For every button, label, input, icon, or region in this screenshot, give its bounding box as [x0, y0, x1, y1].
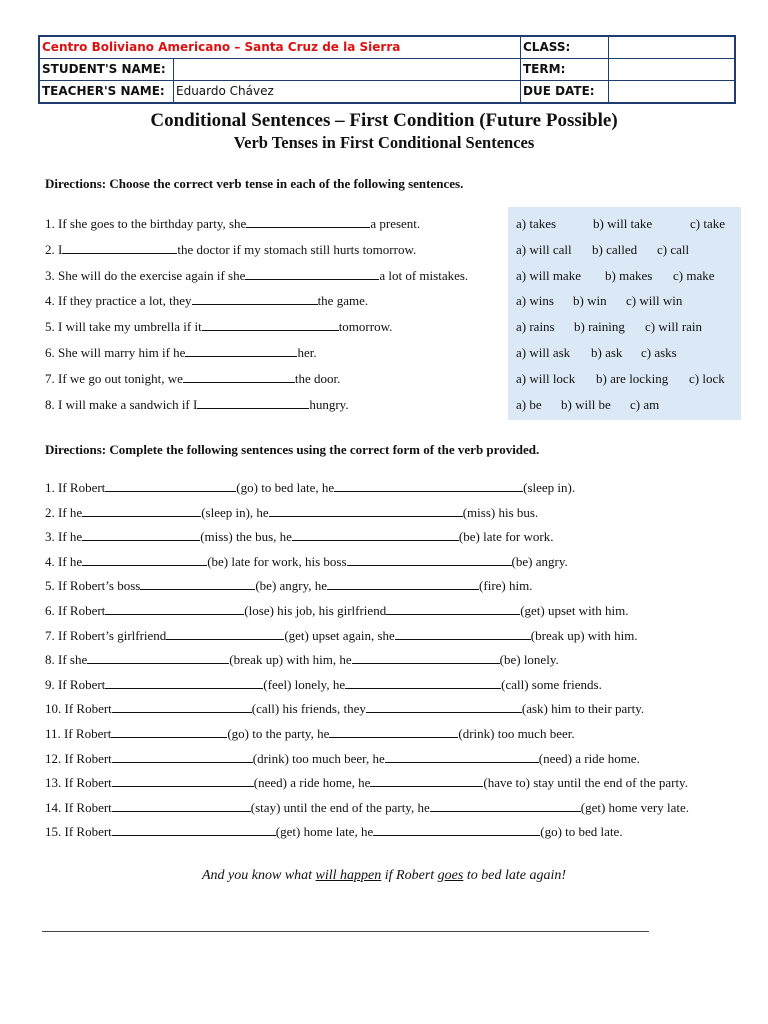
answer-blank[interactable] [112, 700, 252, 713]
sentence-start: 7. If we go out tonight, we [45, 370, 183, 386]
answer-blank[interactable] [87, 651, 229, 664]
part2-sentence [45, 676, 602, 694]
sentence-end: (call) some friends. [501, 676, 602, 692]
sentence-end: tomorrow. [338, 319, 393, 335]
answer-blank[interactable] [112, 799, 251, 812]
part2-directions: Directions: Complete the following sentences using the correct form of the verb provided. [45, 442, 540, 457]
sentence-end: the game. [317, 293, 369, 309]
part2-sentence [45, 553, 568, 571]
answer-option[interactable]: a) will lock [516, 370, 576, 386]
sentence-start: 1. If she goes to the birthday party, she [45, 216, 247, 231]
answer-blank[interactable] [395, 627, 531, 640]
answer-blank[interactable] [430, 799, 581, 812]
sentence-end: (get) upset with him. [520, 603, 629, 618]
sentence-end: a lot of mistakes. [379, 267, 469, 283]
sentence-end: (be) lonely. [499, 652, 559, 668]
term-field[interactable] [609, 59, 734, 80]
answer-blank[interactable] [269, 504, 463, 517]
sentence-start: 3. If he [45, 529, 83, 545]
sentence-start: 1. If Robert [45, 480, 106, 495]
sentence-start: 8. I will make a sandwich if I [45, 396, 198, 412]
answer-option[interactable]: c) will rain [645, 319, 703, 335]
student-name-field[interactable] [174, 59, 521, 80]
part2-sentence [45, 479, 575, 497]
bottom-rule [42, 931, 649, 932]
answer-blank[interactable] [292, 528, 459, 541]
part1-sentence [45, 292, 368, 310]
sentence-end: (be) late for work. [458, 529, 554, 545]
answer-option[interactable]: c) take [690, 216, 726, 231]
answer-blank[interactable] [140, 577, 255, 590]
answer-blank[interactable] [373, 823, 540, 836]
part2-sentence [45, 799, 689, 817]
sentence-end: (fire) him. [479, 578, 533, 594]
sentence-middle: (stay) until the end of the party, he [250, 799, 430, 815]
header-table [38, 35, 736, 104]
due-date-label: DUE DATE: [521, 81, 609, 102]
answer-option[interactable]: c) lock [689, 370, 725, 386]
answer-blank[interactable] [329, 725, 458, 738]
sentence-middle: (call) his friends, they [251, 701, 366, 717]
sentence-start: 10. If Robert [45, 701, 112, 717]
answer-blank[interactable] [82, 553, 207, 566]
teacher-name-value: Eduardo Chávez [174, 81, 521, 102]
part1-sentence [45, 241, 416, 259]
sentence-middle: (break up) with him, he [229, 652, 352, 668]
sentence-start: 11. If Robert [45, 726, 112, 741]
sentence-middle: (drink) too much beer, he [252, 750, 385, 766]
term-label: TERM: [521, 59, 609, 80]
sentence-start: 5. If Robert’s boss [45, 578, 141, 594]
answer-blank[interactable] [245, 267, 379, 280]
answer-option[interactable]: b) will take [593, 216, 653, 231]
class-field[interactable] [609, 37, 734, 58]
answer-option[interactable]: b) raining [574, 319, 625, 335]
part2-sentence [45, 627, 638, 645]
sentence-start: 9. If Robert [45, 676, 106, 692]
part2-sentence [45, 651, 559, 669]
part2-sentence [45, 750, 640, 768]
sentence-middle: (be) angry, he [255, 578, 328, 594]
sentence-end: the doctor if my stomach still hurts tomorrow. [177, 241, 417, 257]
part2-sentence [45, 577, 532, 595]
sentence-middle: (sleep in), he [201, 504, 269, 520]
part1-sentence [45, 370, 340, 388]
answer-blank[interactable] [105, 676, 263, 689]
answer-blank[interactable] [112, 823, 276, 836]
sentence-start: 8. If she [45, 652, 88, 668]
answer-option[interactable]: b) are locking [596, 370, 669, 386]
sentence-start: 4. If they practice a lot, they [45, 293, 192, 309]
part1-sentence [45, 267, 468, 285]
sentence-middle: (miss) the bus, he [200, 529, 292, 545]
closing-line [0, 868, 768, 884]
sentence-start: 6. She will marry him if he [45, 345, 186, 360]
header-row-student [40, 59, 734, 81]
part1-sentence [45, 318, 392, 336]
closing-underline-2: goes [437, 868, 464, 883]
part2-sentence [45, 528, 553, 546]
sentence-end: (go) to bed late. [540, 824, 623, 840]
answer-blank[interactable] [385, 750, 539, 763]
answer-blank[interactable] [246, 215, 370, 228]
sentence-middle: (lose) his job, his girlfriend [244, 603, 387, 618]
part1-sentence [45, 344, 317, 362]
answer-option[interactable]: c) will win [626, 293, 683, 309]
teacher-name-label: TEACHER'S NAME: [40, 81, 174, 102]
sentence-start: 7. If Robert’s girlfriend [45, 627, 167, 643]
answer-option[interactable]: c) call [657, 241, 690, 257]
answer-option[interactable]: a) be [516, 396, 542, 412]
part2-sentence [45, 774, 688, 792]
sentence-middle: (go) to bed late, he [236, 480, 335, 495]
closing-text-1: And you know what [202, 868, 316, 883]
sentence-start: 6. If Robert [45, 603, 106, 618]
answer-blank[interactable] [62, 241, 177, 254]
answer-blank[interactable] [183, 370, 295, 383]
part1-directions: Directions: Choose the correct verb tense in each of the following sentences. [45, 176, 464, 191]
answer-blank[interactable] [345, 676, 501, 689]
sentence-end: (sleep in). [523, 480, 576, 495]
answer-option[interactable]: c) asks [641, 345, 677, 360]
answer-option[interactable]: b) ask [591, 345, 623, 360]
sentence-end: (miss) his bus. [462, 504, 539, 520]
sentence-end: (break up) with him. [530, 627, 638, 643]
answer-option[interactable]: b) called [592, 241, 638, 257]
sentence-middle: (get) upset again, she [284, 627, 395, 643]
answer-option[interactable]: a) wins [516, 293, 554, 309]
answer-blank[interactable] [166, 627, 284, 640]
sentence-end: the door. [294, 370, 341, 386]
part1-sentence [45, 396, 349, 414]
answer-blank[interactable] [192, 292, 318, 305]
sentence-end: hungry. [309, 396, 349, 412]
page-title: Conditional Sentences – First Condition (Future Possible) [150, 110, 618, 131]
answer-blank[interactable] [370, 774, 483, 787]
school-name: Centro Boliviano Americano – Santa Cruz de la Sierra [40, 37, 521, 58]
sentence-start: 2. I [45, 241, 63, 257]
answer-blank[interactable] [112, 774, 254, 787]
due-date-field[interactable] [609, 81, 734, 102]
sentence-start: 5. I will take my umbrella if it [45, 319, 202, 335]
sentence-middle: (need) a ride home, he [253, 775, 371, 791]
sentence-start: 3. She will do the exercise again if she [45, 267, 246, 283]
answer-option[interactable]: b) will be [561, 396, 611, 412]
answer-blank[interactable] [352, 651, 500, 664]
answer-blank[interactable] [197, 396, 309, 409]
student-name-label: STUDENT'S NAME: [40, 59, 174, 80]
page-subtitle: Verb Tenses in First Conditional Sentences [233, 133, 535, 152]
answer-blank[interactable] [327, 577, 479, 590]
options-panel [508, 207, 741, 420]
sentence-middle: (feel) lonely, he [263, 676, 346, 692]
header-row-teacher [40, 81, 734, 102]
closing-text-2: if Robert [381, 868, 438, 883]
sentence-end: (get) home very late. [580, 799, 690, 815]
answer-blank[interactable] [82, 504, 201, 517]
answer-option[interactable]: a) will call [516, 241, 572, 257]
sentence-middle: (get) home late, he [275, 824, 374, 840]
part2-sentence [45, 823, 623, 841]
answer-option[interactable]: b) makes [605, 267, 653, 283]
answer-blank[interactable] [112, 750, 253, 763]
part2-sentence [45, 725, 575, 743]
sentence-middle: (be) late for work, his boss [207, 553, 347, 569]
closing-text-3: to bed late again! [463, 868, 566, 883]
answer-blank[interactable] [185, 344, 297, 357]
sentence-start: 4. If he [45, 553, 83, 569]
answer-option[interactable]: a) will ask [516, 345, 571, 360]
answer-blank[interactable] [105, 602, 244, 615]
sentence-end: (have to) stay until the end of the party. [483, 775, 688, 791]
sentence-start: 14. If Robert [45, 799, 112, 815]
sentence-start: 15. If Robert [45, 824, 112, 840]
part1-sentence [45, 215, 420, 233]
sentence-end: a present. [370, 216, 421, 231]
answer-blank[interactable] [202, 318, 339, 331]
closing-underline-1: will happen [315, 868, 382, 883]
part2-sentence [45, 504, 538, 522]
answer-blank[interactable] [366, 700, 522, 713]
answer-option[interactable]: c) make [673, 267, 715, 283]
sentence-end: her. [297, 345, 317, 360]
sentence-start: 2. If he [45, 504, 83, 520]
sentence-end: (drink) too much beer. [458, 726, 575, 741]
sentence-end: (need) a ride home. [538, 750, 640, 766]
answer-blank[interactable] [334, 479, 523, 492]
part2-sentence [45, 602, 629, 620]
sentence-end: (be) angry. [511, 553, 568, 569]
part2-sentence [45, 700, 644, 718]
answer-blank[interactable] [386, 602, 520, 615]
answer-blank[interactable] [111, 725, 227, 738]
answer-blank[interactable] [105, 479, 236, 492]
sentence-start: 12. If Robert [45, 750, 112, 766]
answer-blank[interactable] [347, 553, 512, 566]
sentence-middle: (go) to the party, he [227, 726, 330, 741]
answer-option[interactable]: a) takes [516, 216, 557, 231]
answer-blank[interactable] [82, 528, 200, 541]
header-row-school [40, 37, 734, 59]
answer-option[interactable]: a) will make [516, 267, 581, 283]
answer-option[interactable]: b) win [573, 293, 607, 309]
answer-option[interactable]: c) am [630, 396, 660, 412]
answer-option[interactable]: a) rains [516, 319, 555, 335]
sentence-end: (ask) him to their party. [521, 701, 645, 717]
class-label: CLASS: [521, 37, 609, 58]
sentence-start: 13. If Robert [45, 775, 112, 791]
